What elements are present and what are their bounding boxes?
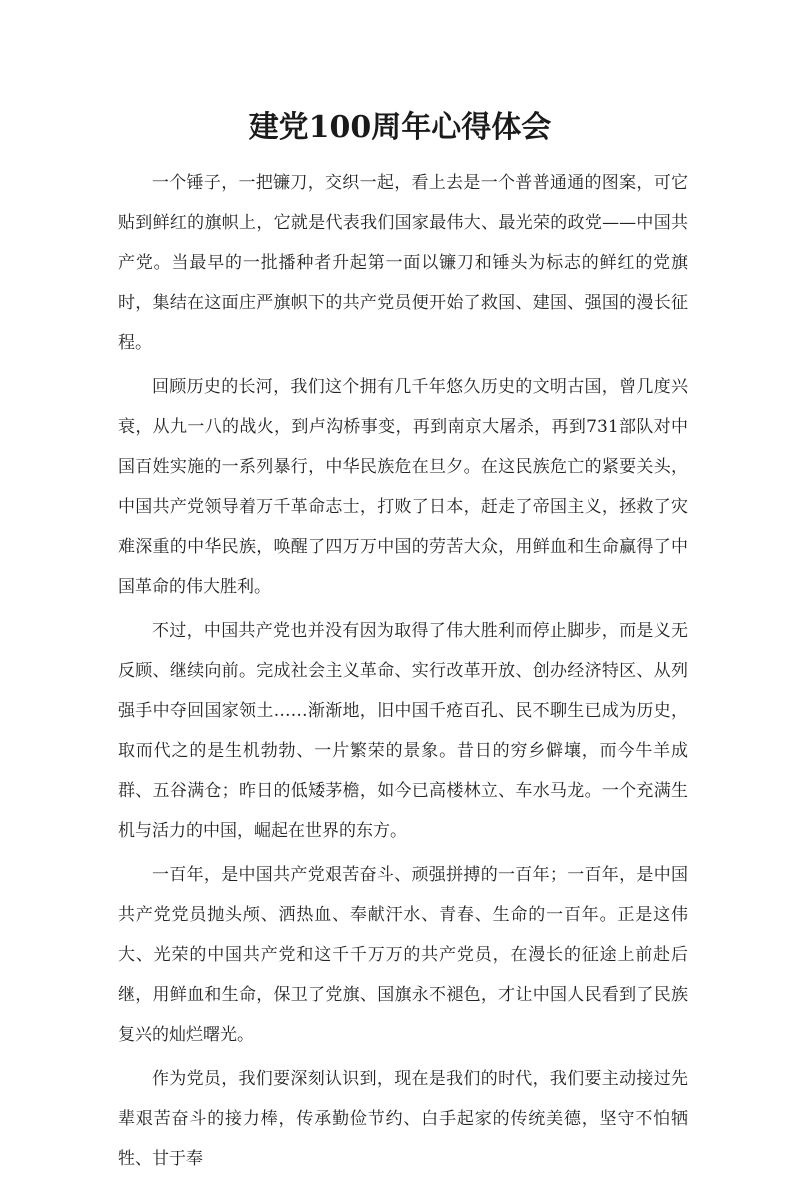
paragraph-5: 作为党员，我们要深刻认识到，现在是我们的时代，我们要主动接过先辈艰苦奋斗的接力棒，传承勤俭节约、白手起家的传统美德，坚守不怕牺牲、甘于奉 <box>118 1069 688 1169</box>
paragraph-1: 一个锤子，一把镰刀，交织一起，看上去是一个普普通通的图案，可它贴到鲜红的旗帜上，它就是代表我们国家最伟大、最光荣的政党——中国共产党。当最早的一批播种者升起第一面以镰刀和锤头为标志的鲜红的党旗时，集结在这面庄严旗帜下的共产党员便开始了救国、建国、强国的漫长征程。 <box>118 173 688 353</box>
paragraph-4: 一百年，是中国共产党艰苦奋斗、顽强拼搏的一百年；一百年，是中国共产党党员抛头颅、洒热血、奉献汗水、青春、生命的一百年。正是这伟大、光荣的中国共产党和这千千万万的共产党员，在漫长的征途上前赴后继，用鲜血和生命，保卫了党旗、国旗永不褪色，才让中国人民看到了民族复兴的灿烂曙光。 <box>118 865 688 1045</box>
paragraph-2: 回顾历史的长河，我们这个拥有几千年悠久历史的文明古国，曾几度兴衰，从九一八的战火，到卢沟桥事变，再到南京大屠杀，再到731部队对中国百姓实施的一系列暴行，中华民族危在旦夕。在这民族危亡的紧要关头，中国共产党领导着万千革命志士，打败了日本，赶走了帝国主义，拯救了灾难深重的中华民族，唤醒了四万万中国的劳苦大众，用鲜血和生命赢得了中国革命的伟大胜利。 <box>118 377 688 597</box>
paragraph-3: 不过，中国共产党也并没有因为取得了伟大胜利而停止脚步，而是义无反顾、继续向前。完成社会主义革命、实行改革开放、创办经济特区、从列强手中夺回国家领土……渐渐地，旧中国千疮百孔、民不聊生已成为历史，取而代之的是生机勃勃、一片繁荣的景象。昔日的穷乡僻壤，而今牛羊成群、五谷满仓；昨日的低矮茅檐，如今已高楼林立、车水马龙。一个充满生机与活力的中国，崛起在世界的东方。 <box>118 621 688 841</box>
document-title: 建党100周年心得体会 <box>248 110 552 145</box>
document-body <box>118 163 688 1183</box>
